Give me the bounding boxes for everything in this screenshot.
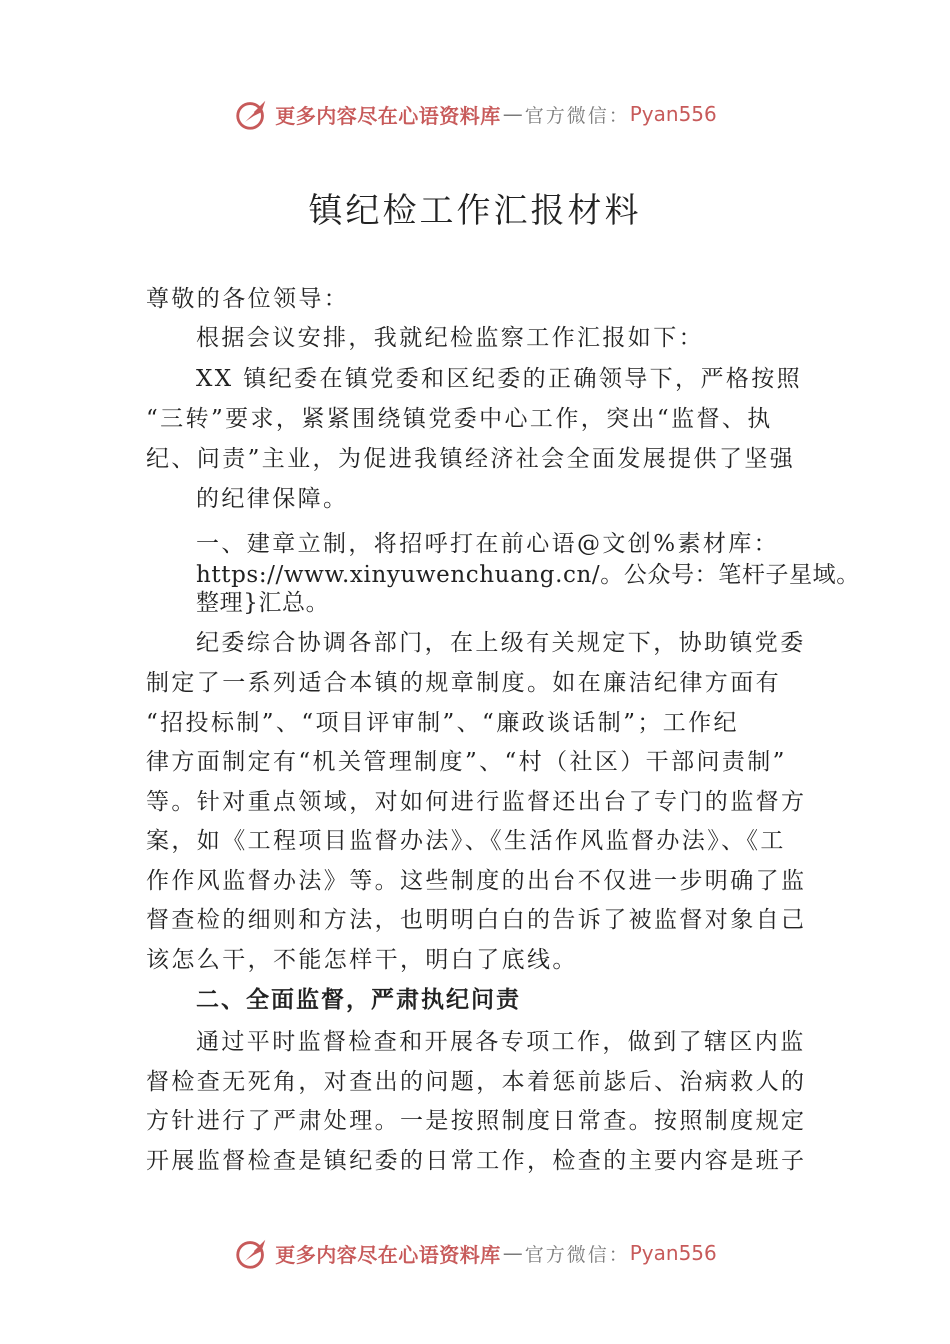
salutation: 尊敬的各位领导： <box>146 286 350 312</box>
body1-line-2: 制定了一系列适合本镇的规章制度。如在廉洁纪律方面有 <box>146 670 781 696</box>
header-banner <box>0 94 950 134</box>
banner-wechat-label: 官方微信： <box>524 1243 630 1266</box>
quill-logo-icon <box>233 95 271 133</box>
banner-wechat-id: Pyan556 <box>629 102 717 126</box>
summary-line-4: 的纪律保障。 <box>196 486 349 512</box>
body1-line-3: “招投标制”、“项目评审制”、“廉政谈话制”；工作纪 <box>146 710 739 736</box>
section1-heading-line-1: 一、建章立制，将招呼打在前心语@文创%素材库： <box>196 531 780 557</box>
section1-heading-line-2: https://www.xinyuwenchuang.cn/。公众号：笔杆子星域。 <box>196 562 860 588</box>
banner-dash: — <box>502 1241 523 1265</box>
body1-line-5: 等。针对重点领域，对如何进行监督还出台了专门的监督方 <box>146 789 807 815</box>
banner-main-text: 更多内容尽在心语资料库 <box>275 1242 501 1267</box>
document-title: 镇纪检工作汇报材料 <box>308 191 642 231</box>
body1-line-1: 纪委综合协调各部门，在上级有关规定下，协助镇党委 <box>196 630 806 656</box>
body2-line-2: 督检查无死角，对查出的问题，本着惩前毖后、治病救人的 <box>146 1069 807 1095</box>
summary-line-2: “三转”要求，紧紧围绕镇党委中心工作，突出“监督、执 <box>146 406 773 432</box>
body1-line-8: 督查检的细则和方法，也明明白白的告诉了被监督对象自己 <box>146 907 807 933</box>
quill-logo-icon <box>233 1234 271 1272</box>
section2-heading: 二、全面监督，严肃执纪问责 <box>196 987 521 1013</box>
banner-wechat-id: Pyan556 <box>629 1241 717 1265</box>
body1-line-4: 律方面制定有“机关管理制度”、“村（社区）干部问责制” <box>146 749 787 775</box>
body2-line-4: 开展监督检查是镇纪委的日常工作，检查的主要内容是班子 <box>146 1148 807 1174</box>
body1-line-6: 案，如《工程项目监督办法》、《生活作风监督办法》、《工 <box>146 828 786 854</box>
banner-wechat-label: 官方微信： <box>524 104 630 127</box>
intro-paragraph: 根据会议安排，我就纪检监察工作汇报如下： <box>196 325 704 351</box>
summary-line-1: XX 镇纪委在镇党委和区纪委的正确领导下，严格按照 <box>196 366 803 392</box>
body1-line-9: 该怎么干，不能怎样干，明白了底线。 <box>146 947 578 973</box>
footer-banner <box>0 1233 950 1273</box>
body1-line-7: 作作风监督办法》等。这些制度的出台不仅进一步明确了监 <box>146 868 807 894</box>
banner-dash: — <box>502 102 523 126</box>
body2-line-1: 通过平时监督检查和开展各专项工作，做到了辖区内监 <box>196 1029 806 1055</box>
banner-main-text: 更多内容尽在心语资料库 <box>275 103 501 128</box>
summary-line-3: 纪、问责”主业，为促进我镇经济社会全面发展提供了坚强 <box>146 446 796 472</box>
body2-line-3: 方针进行了严肃处理。一是按照制度日常查。按照制度规定 <box>146 1108 807 1134</box>
section1-heading-line-3: 整理}汇总。 <box>196 590 330 616</box>
